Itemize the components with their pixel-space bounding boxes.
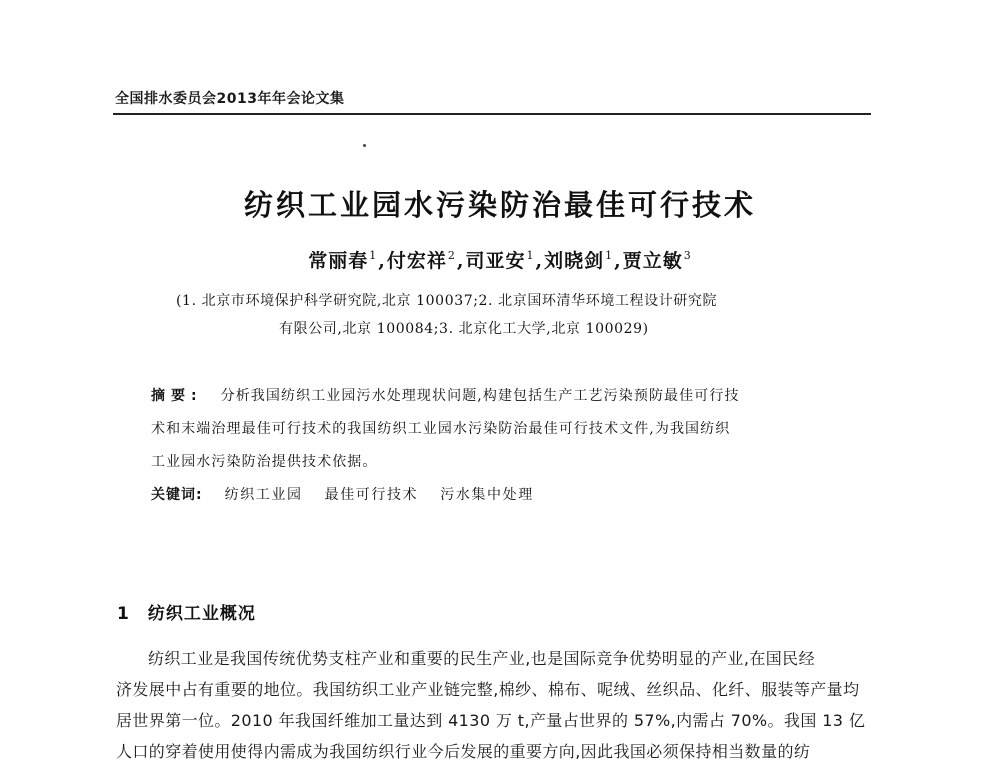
keywords-label: 关键词: [151, 487, 203, 503]
body-text-line: 居世界第一位。2010 年我国纤维加工量达到 4130 万 t,产量占世界的 57%,内需占 70%。我国 13 亿 [116, 711, 866, 730]
author: 付宏祥$^2$ [386, 249, 456, 272]
abstract-label: 摘要: [151, 388, 203, 404]
keywords [151, 484, 556, 504]
section-title: 纺织工业概况 [147, 604, 256, 624]
body-text-line: 人口的穿着使用使得内需成为我国纺织行业今后发展的重要方向,因此我国必须保持相当数量的纺 [116, 742, 811, 761]
keyword: 最佳可行技术 [324, 487, 419, 503]
author: 司亚安$^1$ [465, 249, 535, 272]
keyword: 污水集中处理 [440, 487, 534, 503]
abstract-line: 摘要: 分析我国纺织工业园污水处理现状问题,构建包括生产工艺污染预防最佳可行技 [151, 388, 740, 404]
body-text-line: 济发展中占有重要的地位。我国纺织工业产业链完整,棉纱、棉布、呢绒、丝织品、化纤、服装等产量均 [116, 680, 860, 699]
section-heading [117, 599, 256, 624]
abstract-line: 术和末端治理最佳可行技术的我国纺织工业园水污染防治最佳可行技术文件,为我国纺织 [151, 421, 731, 437]
scan-speck [363, 144, 366, 147]
affiliation-line: (1. 北京市环境保护科学研究院,北京 100037;2. 北京国环清华环境工程设计研究院 [176, 293, 718, 309]
header-rule [113, 113, 871, 115]
author-list: 常丽春$^1$,付宏祥$^2$,司亚安$^1$,刘晓剑$^1$,贾立敏$^3$ [308, 249, 692, 272]
affiliation-line: 有限公司,北京 100084;3. 北京化工大学,北京 100029) [279, 321, 649, 337]
author: 贾立敏$^3$ [622, 249, 692, 272]
abstract-line: 工业园水污染防治提供技术依据。 [151, 454, 378, 470]
body-text-line: 纺织工业是我国传统优势支柱产业和重要的民生产业,也是国际竞争优势明显的产业,在国民经 [148, 649, 815, 668]
author: 常丽春$^1$ [308, 249, 378, 272]
keyword: 纺织工业园 [224, 487, 303, 503]
paper-title: 纺织工业园水污染防治最佳可行技术 [243, 188, 756, 222]
running-header: 全国排水委员会2013年年会论文集 [115, 91, 345, 107]
author: 刘晓剑$^1$ [544, 249, 614, 272]
section-number: 1 [117, 604, 130, 624]
